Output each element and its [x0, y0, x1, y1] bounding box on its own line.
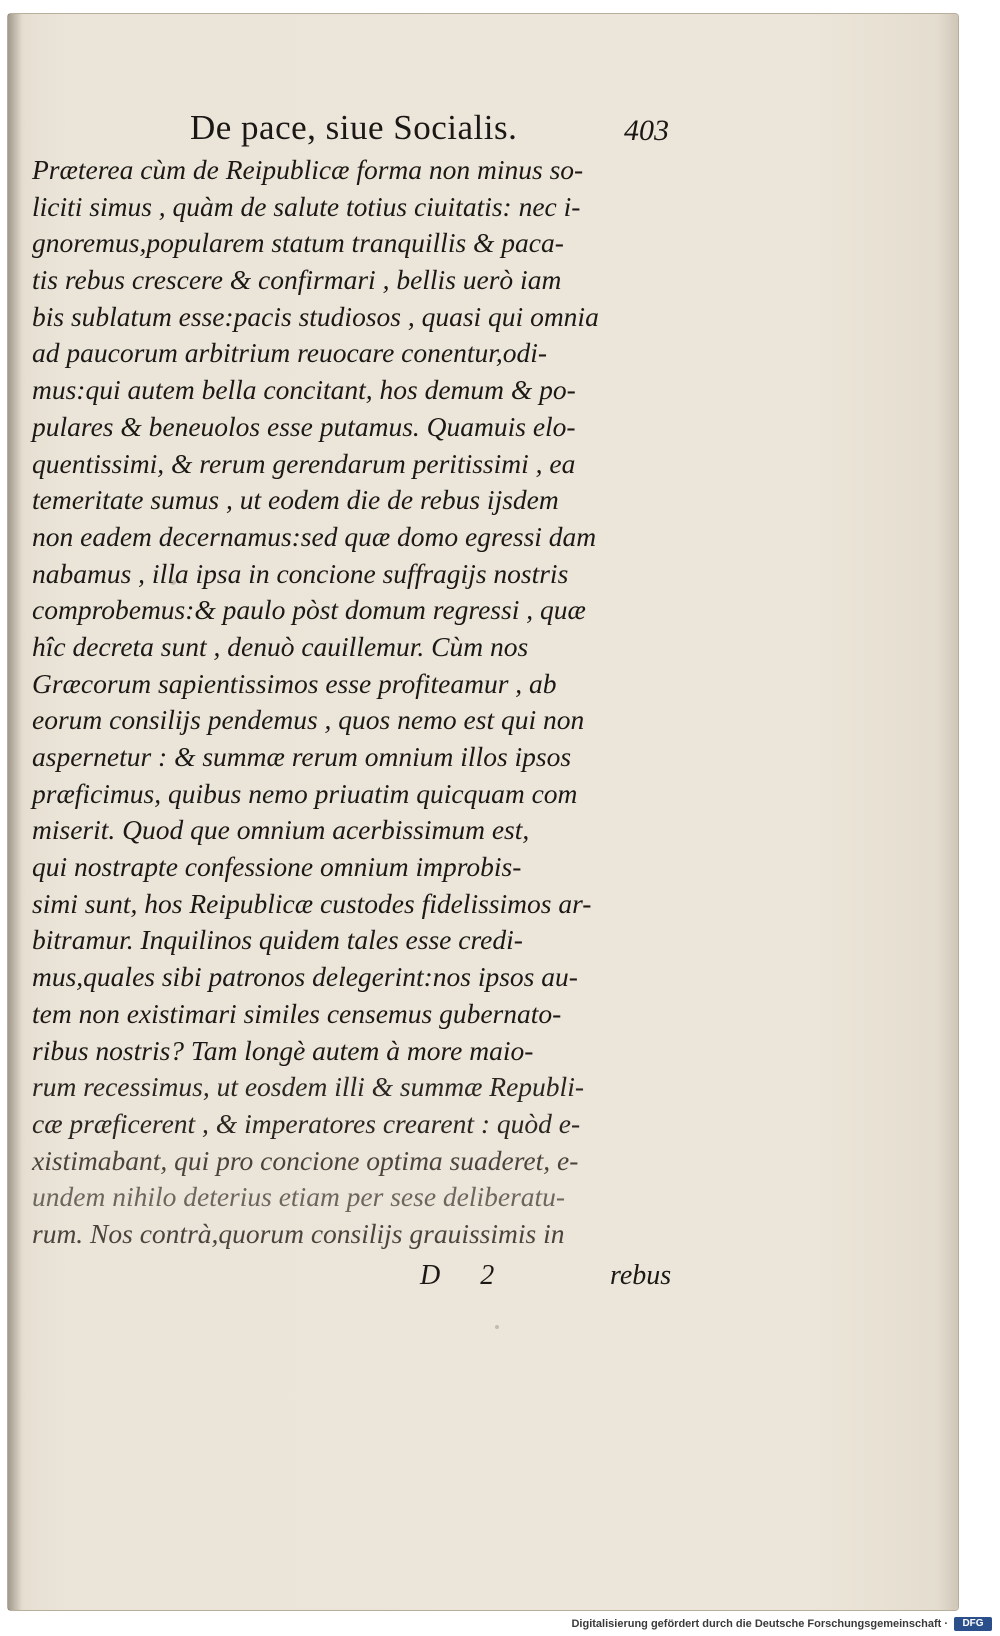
text-line: nabamus , illa ipsa in concione suffragijs nostris: [32, 557, 569, 589]
text-line: non eadem decernamus:sed quæ domo egressi dam: [32, 520, 597, 552]
text-line: liciti simus , quàm de salute totius ciuitatis: nec i-: [32, 190, 581, 222]
text-line: bitramur. Inquilinos quidem tales esse credi-: [32, 924, 523, 956]
text-line: aspernetur : & summæ rerum omnium illos ipsos: [32, 741, 572, 772]
text-line: tis rebus crescere & confirmari , bellis uerò iam: [32, 264, 562, 296]
text-line: xistimabant, qui pro concione optima suaderet, e-: [32, 1144, 579, 1176]
text-line: pulares & beneuolos esse putamus. Quamuis elo-: [32, 410, 576, 442]
signature-number: 2: [480, 1260, 495, 1291]
text-line: bis sublatum esse:pacis studiosos , quasi qui omnia: [32, 300, 599, 332]
text-line: rum. Nos contrà,quorum consilijs grauissimis in: [32, 1217, 565, 1249]
text-line: ribus nostris? Tam longè autem à more maio-: [32, 1034, 534, 1066]
page-number: 403: [624, 114, 669, 147]
text-line: temeritate sumus , ut eodem die de rebus ijsdem: [32, 484, 559, 516]
signature-mark: [420, 1260, 494, 1292]
body-text: [32, 152, 692, 1253]
text-line: gnoremus,popularem statum tranquillis & paca-: [32, 227, 564, 259]
text-line: quentissimi, & rerum gerendarum peritissimi , ea: [32, 447, 576, 479]
signature-letter: D: [420, 1260, 441, 1291]
gutter-shadow: [8, 14, 22, 1610]
text-line: Græcorum sapientissimos esse profiteamur , ab: [32, 667, 557, 699]
text-line: mus:qui autem bella concitant, hos demum & po-: [32, 374, 576, 406]
text-line: præficimus, quibus nemo priuatim quicquam com: [32, 777, 578, 809]
text-line: eorum consilijs pendemus , quos nemo est qui non: [32, 704, 585, 736]
dfg-logo-icon: DFG: [954, 1617, 992, 1631]
text-line: Præterea cùm de Reipublicæ forma non minus so-: [32, 154, 584, 185]
text-line: cæ præficerent , & imperatores crearent : quòd e-: [32, 1107, 581, 1139]
running-head: De pace, siue Socialis.: [190, 108, 518, 147]
text-line: miserit. Quod que omnium acerbissimum est,: [32, 814, 530, 846]
text-line: undem nihilo deterius etiam per sese deliberatu-: [32, 1181, 566, 1213]
text-line: mus,quales sibi patronos delegerint:nos ipsos au-: [32, 961, 578, 993]
catchword: rebus: [610, 1260, 672, 1291]
text-line: comprobemus:& paulo pòst domum regressi , quæ: [32, 594, 586, 626]
text-line: simi sunt, hos Reipublicæ custodes fidelissimos ar-: [32, 887, 592, 919]
text-line: tem non existimari similes censemus gubernato-: [32, 997, 562, 1029]
text-line: qui nostrapte confessione omnium improbis-: [32, 851, 522, 883]
text-line: ad paucorum arbitrium reuocare conentur,odi-: [32, 337, 548, 369]
paper-spot: [495, 1325, 499, 1329]
footer-credit: Digitalisierung gefördert durch die Deutsche Forschungsgemeinschaft ·: [571, 1618, 948, 1630]
paper-spot: [170, 580, 176, 585]
text-line: hîc decreta sunt , denuò cauillemur. Cùm nos: [32, 630, 529, 662]
text-line: rum recessimus, ut eosdem illi & summæ Republi-: [32, 1071, 584, 1103]
